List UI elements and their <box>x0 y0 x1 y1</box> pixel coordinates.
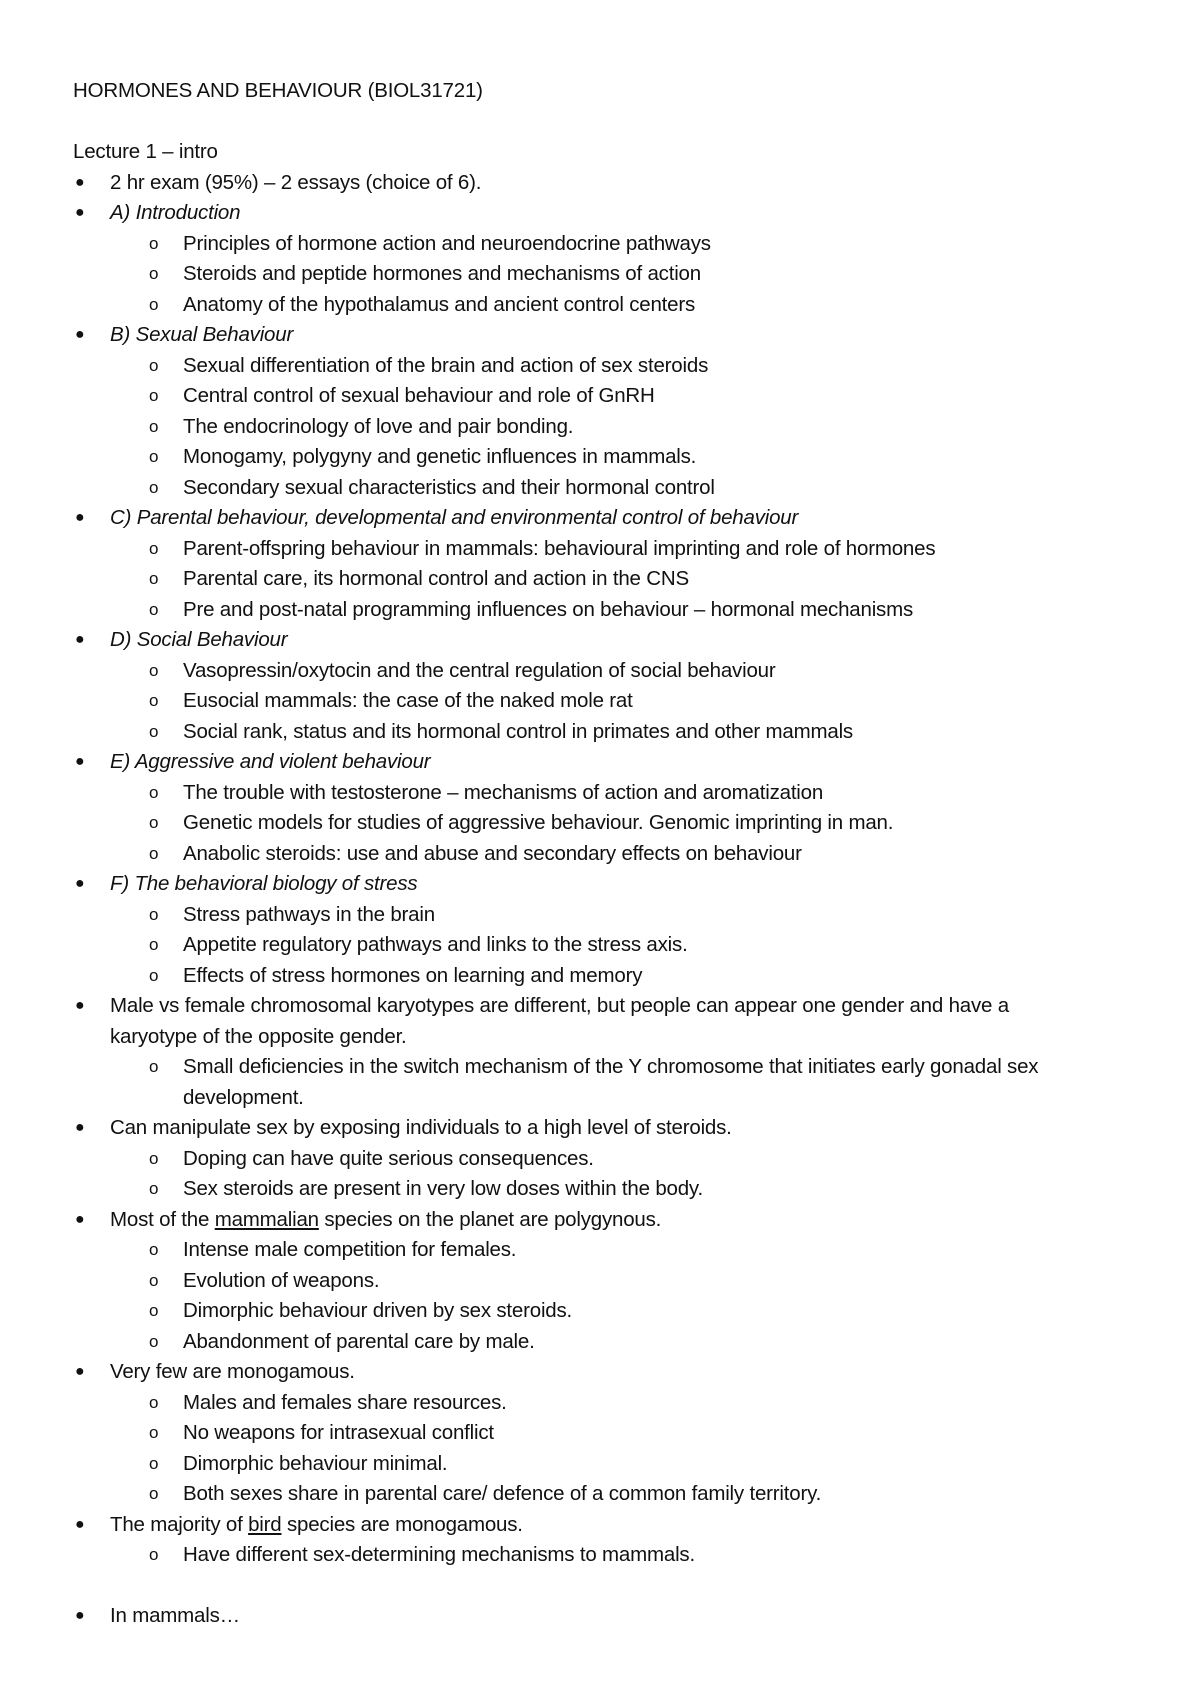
bullet-icon: ● <box>75 631 85 648</box>
sub-list-item: o Secondary sexual characteristics and their hormonal control <box>73 473 1153 504</box>
underlined-word: bird <box>248 1512 282 1536</box>
section-heading-a: ● A) Introduction <box>73 198 1153 229</box>
circle-bullet-icon: o <box>149 416 159 436</box>
bullet-icon: ● <box>75 204 85 221</box>
section-heading-b: ● B) Sexual Behaviour <box>73 320 1153 351</box>
bullet-icon: ● <box>75 326 85 343</box>
circle-bullet-icon: o <box>149 1453 159 1473</box>
bullet-icon: ● <box>75 753 85 770</box>
circle-bullet-icon: o <box>149 1179 159 1198</box>
sub-list-item: o Genetic models for studies of aggressive behaviour. Genomic imprinting in man. <box>73 808 1153 839</box>
sub-list-item: o The trouble with testosterone – mechanisms of action and aromatization <box>73 778 1153 809</box>
circle-bullet-icon: o <box>149 1392 159 1412</box>
circle-bullet-icon: o <box>149 1545 159 1564</box>
circle-bullet-icon: o <box>149 721 159 741</box>
sub-list-item: o Small deficiencies in the switch mechanism of the Y chromosome that initiates early gonadal sex <box>73 1052 1153 1083</box>
list-item: ● Most of the mammalian species on the planet are polygynous. <box>73 1205 1153 1236</box>
circle-bullet-icon: o <box>149 935 159 954</box>
circle-bullet-icon: o <box>149 1331 159 1351</box>
sub-list-item: o Intense male competition for females. <box>73 1235 1153 1266</box>
bullet-icon: ● <box>75 997 85 1014</box>
sub-list-item: o Vasopressin/oxytocin and the central regulation of social behaviour <box>73 656 1153 687</box>
circle-bullet-icon: o <box>149 569 159 588</box>
sub-list-item: o No weapons for intrasexual conflict <box>73 1418 1153 1449</box>
circle-bullet-icon: o <box>149 447 159 466</box>
circle-bullet-icon: o <box>149 355 159 375</box>
circle-bullet-icon: o <box>149 1057 159 1076</box>
sub-list-item: o Dimorphic behaviour minimal. <box>73 1449 1153 1480</box>
sub-list-item-continuation: development. <box>183 1085 304 1109</box>
sub-list-item: o Appetite regulatory pathways and links to the stress axis. <box>73 930 1153 961</box>
circle-bullet-icon: o <box>149 233 159 253</box>
list-item: ● The majority of bird species are monogamous. <box>73 1510 1153 1541</box>
circle-bullet-icon: o <box>149 599 159 619</box>
sub-list-item: o Parental care, its hormonal control and action in the CNS <box>73 564 1153 595</box>
list-item: ● 2 hr exam (95%) – 2 essays (choice of 6). <box>73 168 1153 199</box>
sub-list-item: o Anatomy of the hypothalamus and ancient control centers <box>73 290 1153 321</box>
circle-bullet-icon: o <box>149 1240 159 1259</box>
circle-bullet-icon: o <box>149 782 159 802</box>
circle-bullet-icon: o <box>149 1270 159 1290</box>
sub-list-item: o Parent-offspring behaviour in mammals: behavioural imprinting and role of hormones <box>73 534 1153 565</box>
sub-list-item: o Sex steroids are present in very low doses within the body. <box>73 1174 1153 1205</box>
circle-bullet-icon: o <box>149 386 159 405</box>
sub-list-item: o Social rank, status and its hormonal control in primates and other mammals <box>73 717 1153 748</box>
bullet-icon: ● <box>75 1515 85 1533</box>
circle-bullet-icon: o <box>149 477 159 497</box>
circle-bullet-icon: o <box>149 538 159 558</box>
circle-bullet-icon: o <box>149 1484 159 1503</box>
list-item: ● Can manipulate sex by exposing individuals to a high level of steroids. <box>73 1113 1153 1144</box>
circle-bullet-icon: o <box>149 904 159 924</box>
bullet-icon: ● <box>75 1119 85 1136</box>
circle-bullet-icon: o <box>149 294 159 314</box>
bullet-icon: ● <box>75 1363 85 1380</box>
section-heading-e: ● E) Aggressive and violent behaviour <box>73 747 1153 778</box>
sub-list-item: o Evolution of weapons. <box>73 1266 1153 1297</box>
circle-bullet-icon: o <box>149 264 159 283</box>
sub-list-item: o Steroids and peptide hormones and mechanisms of action <box>73 259 1153 290</box>
list-item-continuation: karyotype of the opposite gender. <box>110 1024 407 1048</box>
document-title: HORMONES AND BEHAVIOUR (BIOL31721) <box>73 79 483 102</box>
sub-list-item: o Males and females share resources. <box>73 1388 1153 1419</box>
circle-bullet-icon: o <box>149 965 159 985</box>
bullet-icon: ● <box>75 1210 85 1228</box>
sub-list-item: o Monogamy, polygyny and genetic influences in mammals. <box>73 442 1153 473</box>
sub-list-item: o Dimorphic behaviour driven by sex steroids. <box>73 1296 1153 1327</box>
sub-list-item: o The endocrinology of love and pair bonding. <box>73 412 1153 443</box>
bullet-icon: ● <box>75 173 85 191</box>
blank-line <box>73 1571 1153 1602</box>
list-item: ● Male vs female chromosomal karyotypes are different, but people can appear one gender and have a <box>73 991 1153 1022</box>
section-heading-c: ● C) Parental behaviour, developmental and environmental control of behaviour <box>73 503 1153 534</box>
sub-list-item: o Central control of sexual behaviour and role of GnRH <box>73 381 1153 412</box>
lecture-heading: Lecture 1 – intro <box>73 140 218 163</box>
section-heading-f: ● F) The behavioral biology of stress <box>73 869 1153 900</box>
list-item: ● In mammals… <box>73 1601 1153 1632</box>
sub-list-item: o Both sexes share in parental care/ defence of a common family territory. <box>73 1479 1153 1510</box>
sub-list-item: o Have different sex-determining mechanisms to mammals. <box>73 1540 1153 1571</box>
bullet-icon: ● <box>75 875 85 892</box>
list-item: ● Very few are monogamous. <box>73 1357 1153 1388</box>
sub-list-item: o Effects of stress hormones on learning and memory <box>73 961 1153 992</box>
underlined-word: mammalian <box>214 1207 319 1231</box>
circle-bullet-icon: o <box>149 1423 159 1442</box>
sub-list-item: o Abandonment of parental care by male. <box>73 1327 1153 1358</box>
circle-bullet-icon: o <box>149 1148 159 1168</box>
document-body <box>73 76 1153 1632</box>
sub-list-item: o Principles of hormone action and neuroendocrine pathways <box>73 229 1153 260</box>
circle-bullet-icon: o <box>149 1301 159 1320</box>
sub-list-item: o Anabolic steroids: use and abuse and secondary effects on behaviour <box>73 839 1153 870</box>
sub-list-item: o Sexual differentiation of the brain and action of sex steroids <box>73 351 1153 382</box>
circle-bullet-icon: o <box>149 660 159 680</box>
circle-bullet-icon: o <box>149 691 159 710</box>
sub-list-item: o Doping can have quite serious consequences. <box>73 1144 1153 1175</box>
bullet-icon: ● <box>75 1607 85 1624</box>
sub-list-item: o Eusocial mammals: the case of the naked mole rat <box>73 686 1153 717</box>
circle-bullet-icon: o <box>149 843 159 863</box>
circle-bullet-icon: o <box>149 813 159 832</box>
sub-list-item: o Stress pathways in the brain <box>73 900 1153 931</box>
sub-list-item: o Pre and post-natal programming influences on behaviour – hormonal mechanisms <box>73 595 1153 626</box>
bullet-icon: ● <box>75 509 85 526</box>
section-heading-d: ● D) Social Behaviour <box>73 625 1153 656</box>
